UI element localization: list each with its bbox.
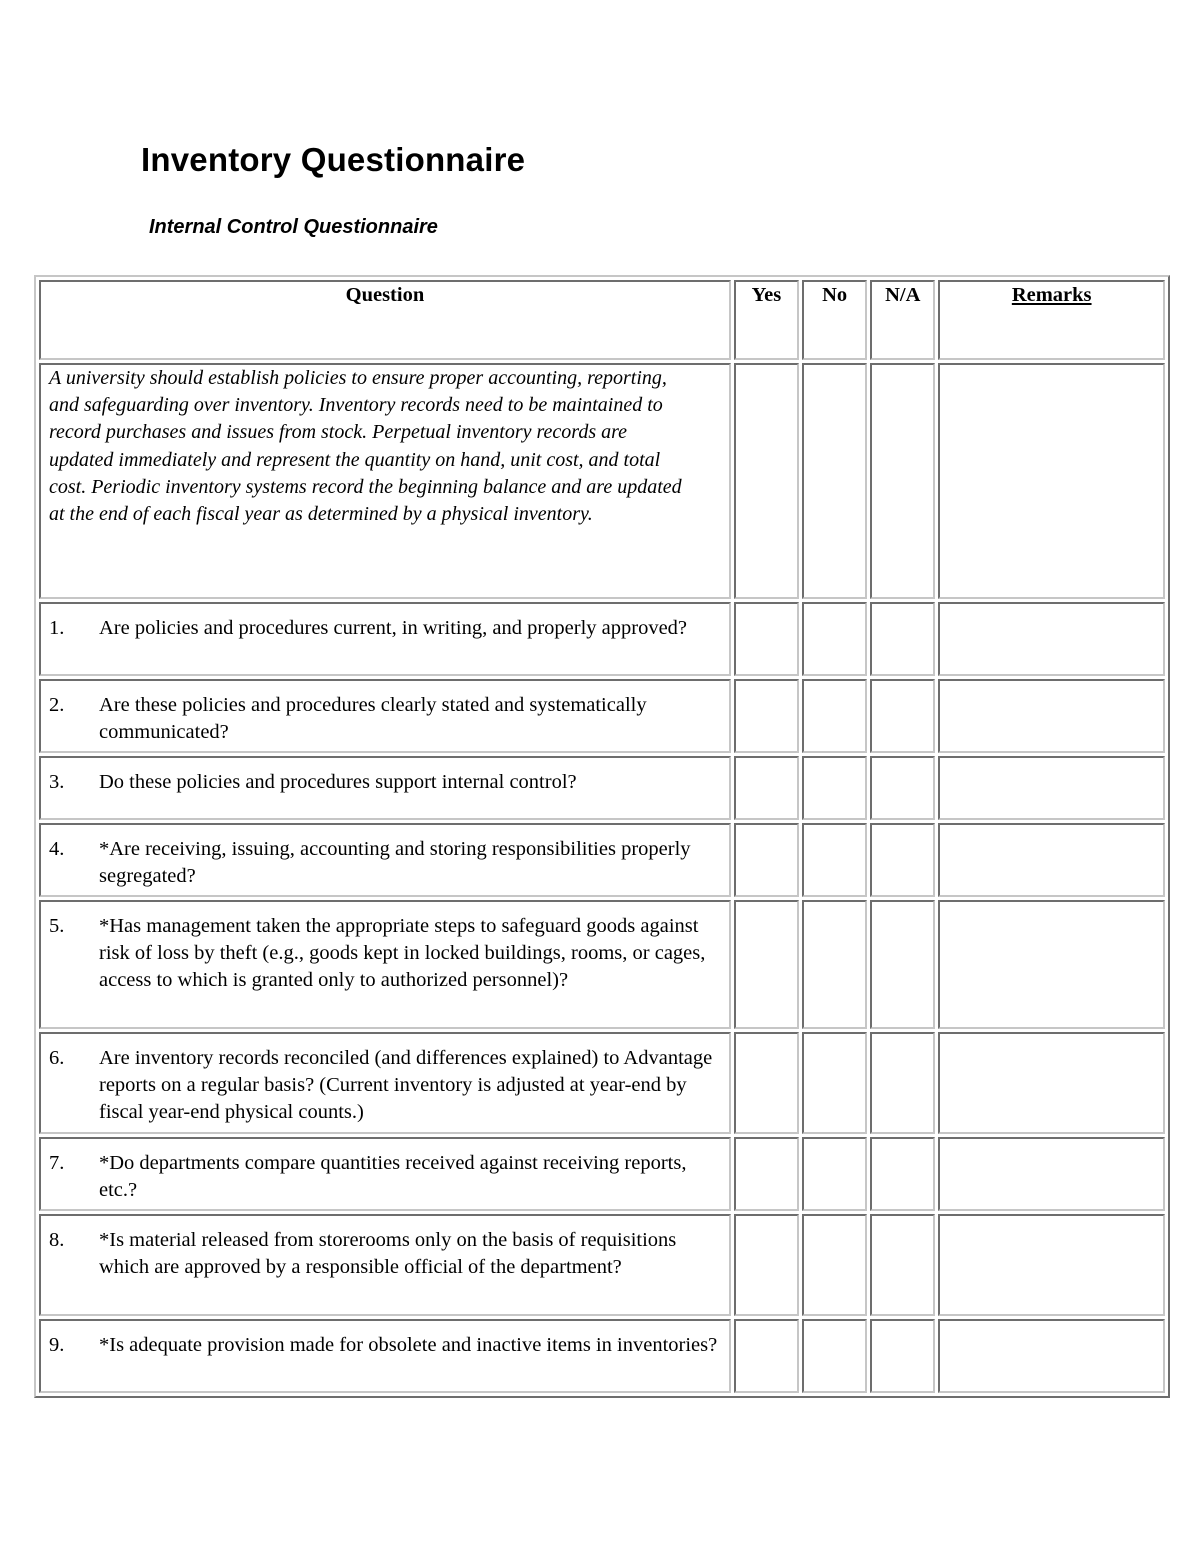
header-question: Question — [39, 280, 731, 360]
question-cell — [39, 1214, 731, 1316]
remarks-cell[interactable] — [938, 823, 1165, 897]
table-row — [39, 900, 1165, 1029]
no-cell[interactable] — [802, 1214, 867, 1316]
na-cell[interactable] — [870, 756, 935, 820]
na-cell — [870, 363, 935, 599]
yes-cell[interactable] — [734, 679, 799, 753]
question-number: 5. — [49, 915, 65, 937]
question-number: 9. — [49, 1334, 65, 1356]
table-row — [39, 823, 1165, 897]
yes-cell[interactable] — [734, 1214, 799, 1316]
question-cell — [39, 1137, 731, 1211]
remarks-cell[interactable] — [938, 1214, 1165, 1316]
remarks-cell[interactable] — [938, 1032, 1165, 1134]
na-cell[interactable] — [870, 1214, 935, 1316]
table-row — [39, 602, 1165, 676]
yes-cell[interactable] — [734, 1319, 799, 1393]
yes-cell[interactable] — [734, 823, 799, 897]
table-row — [39, 679, 1165, 753]
question-cell — [39, 1032, 731, 1134]
yes-cell — [734, 363, 799, 599]
table-row — [39, 1319, 1165, 1393]
intro-cell — [39, 363, 731, 599]
no-cell[interactable] — [802, 900, 867, 1029]
intro-row — [39, 363, 1165, 599]
remarks-cell[interactable] — [938, 900, 1165, 1029]
table-row — [39, 1032, 1165, 1134]
questionnaire-table — [34, 275, 1170, 1398]
question-cell — [39, 602, 731, 676]
no-cell[interactable] — [802, 1137, 867, 1211]
question-number: 2. — [49, 694, 65, 716]
header-yes: Yes — [734, 280, 799, 360]
table-row — [39, 756, 1165, 820]
question-number: 7. — [49, 1152, 65, 1174]
yes-cell[interactable] — [734, 1137, 799, 1211]
question-number: 8. — [49, 1229, 65, 1251]
question-number: 1. — [49, 617, 65, 639]
yes-cell[interactable] — [734, 1032, 799, 1134]
na-cell[interactable] — [870, 602, 935, 676]
question-cell — [39, 679, 731, 753]
question-text: Do these policies and procedures support internal control? — [99, 771, 577, 793]
question-number: 4. — [49, 838, 65, 860]
remarks-cell — [938, 363, 1165, 599]
no-cell[interactable] — [802, 1032, 867, 1134]
header-na: N/A — [870, 280, 935, 360]
no-cell[interactable] — [802, 602, 867, 676]
na-cell[interactable] — [870, 1319, 935, 1393]
remarks-cell[interactable] — [938, 679, 1165, 753]
na-cell[interactable] — [870, 1137, 935, 1211]
yes-cell[interactable] — [734, 900, 799, 1029]
table-row — [39, 1137, 1165, 1211]
question-cell — [39, 756, 731, 820]
header-remarks — [938, 280, 1165, 360]
no-cell[interactable] — [802, 756, 867, 820]
question-number: 3. — [49, 771, 65, 793]
header-no: No — [802, 280, 867, 360]
no-cell[interactable] — [802, 679, 867, 753]
table-row — [39, 1214, 1165, 1316]
header-remarks-label: Remarks — [1011, 284, 1092, 306]
intro-text: A university should establish policies to ensure proper accounting, reporting, and safeguarding over inventory. Inventory records need to be maintained to record purchases and issues from stock. Perpetual inventory records are updated immediately and represent the quantity on hand, unit cost, and total cost. Periodic inventory systems record the beginning balance and are updated at the end of each fiscal year as determined by a physical inventory. — [49, 367, 682, 526]
question-text: Are policies and procedures current, in writing, and properly approved? — [99, 617, 688, 639]
na-cell[interactable] — [870, 900, 935, 1029]
question-text: Are these policies and procedures clearly stated and systematically communicated? — [99, 694, 647, 743]
question-cell — [39, 823, 731, 897]
header-row — [39, 280, 1165, 360]
question-cell — [39, 900, 731, 1029]
remarks-cell[interactable] — [938, 1137, 1165, 1211]
question-text: *Has management taken the appropriate steps to safeguard goods against risk of loss by theft (e.g., goods kept in locked buildings, rooms, or cages, access to which is granted only to authorized personnel)? — [99, 915, 706, 991]
question-cell — [39, 1319, 731, 1393]
yes-cell[interactable] — [734, 602, 799, 676]
no-cell — [802, 363, 867, 599]
question-text: *Is adequate provision made for obsolete and inactive items in inventories? — [99, 1334, 718, 1356]
question-text: *Are receiving, issuing, accounting and storing responsibilities properly segregated? — [99, 838, 691, 887]
na-cell[interactable] — [870, 1032, 935, 1134]
remarks-cell[interactable] — [938, 602, 1165, 676]
remarks-cell[interactable] — [938, 756, 1165, 820]
question-text: *Do departments compare quantities received against receiving reports, etc.? — [99, 1152, 687, 1201]
no-cell[interactable] — [802, 1319, 867, 1393]
no-cell[interactable] — [802, 823, 867, 897]
question-number: 6. — [49, 1047, 65, 1069]
page-title: Inventory Questionnaire — [141, 141, 526, 178]
page-subtitle: Internal Control Questionnaire — [149, 216, 438, 238]
na-cell[interactable] — [870, 823, 935, 897]
remarks-cell[interactable] — [938, 1319, 1165, 1393]
yes-cell[interactable] — [734, 756, 799, 820]
question-text: Are inventory records reconciled (and differences explained) to Advantage reports on a regular basis? (Current inventory is adjusted at year-end by fiscal year-end physical counts.) — [99, 1047, 713, 1123]
question-text: *Is material released from storerooms only on the basis of requisitions which are approved by a responsible official of the department? — [99, 1229, 677, 1278]
na-cell[interactable] — [870, 679, 935, 753]
